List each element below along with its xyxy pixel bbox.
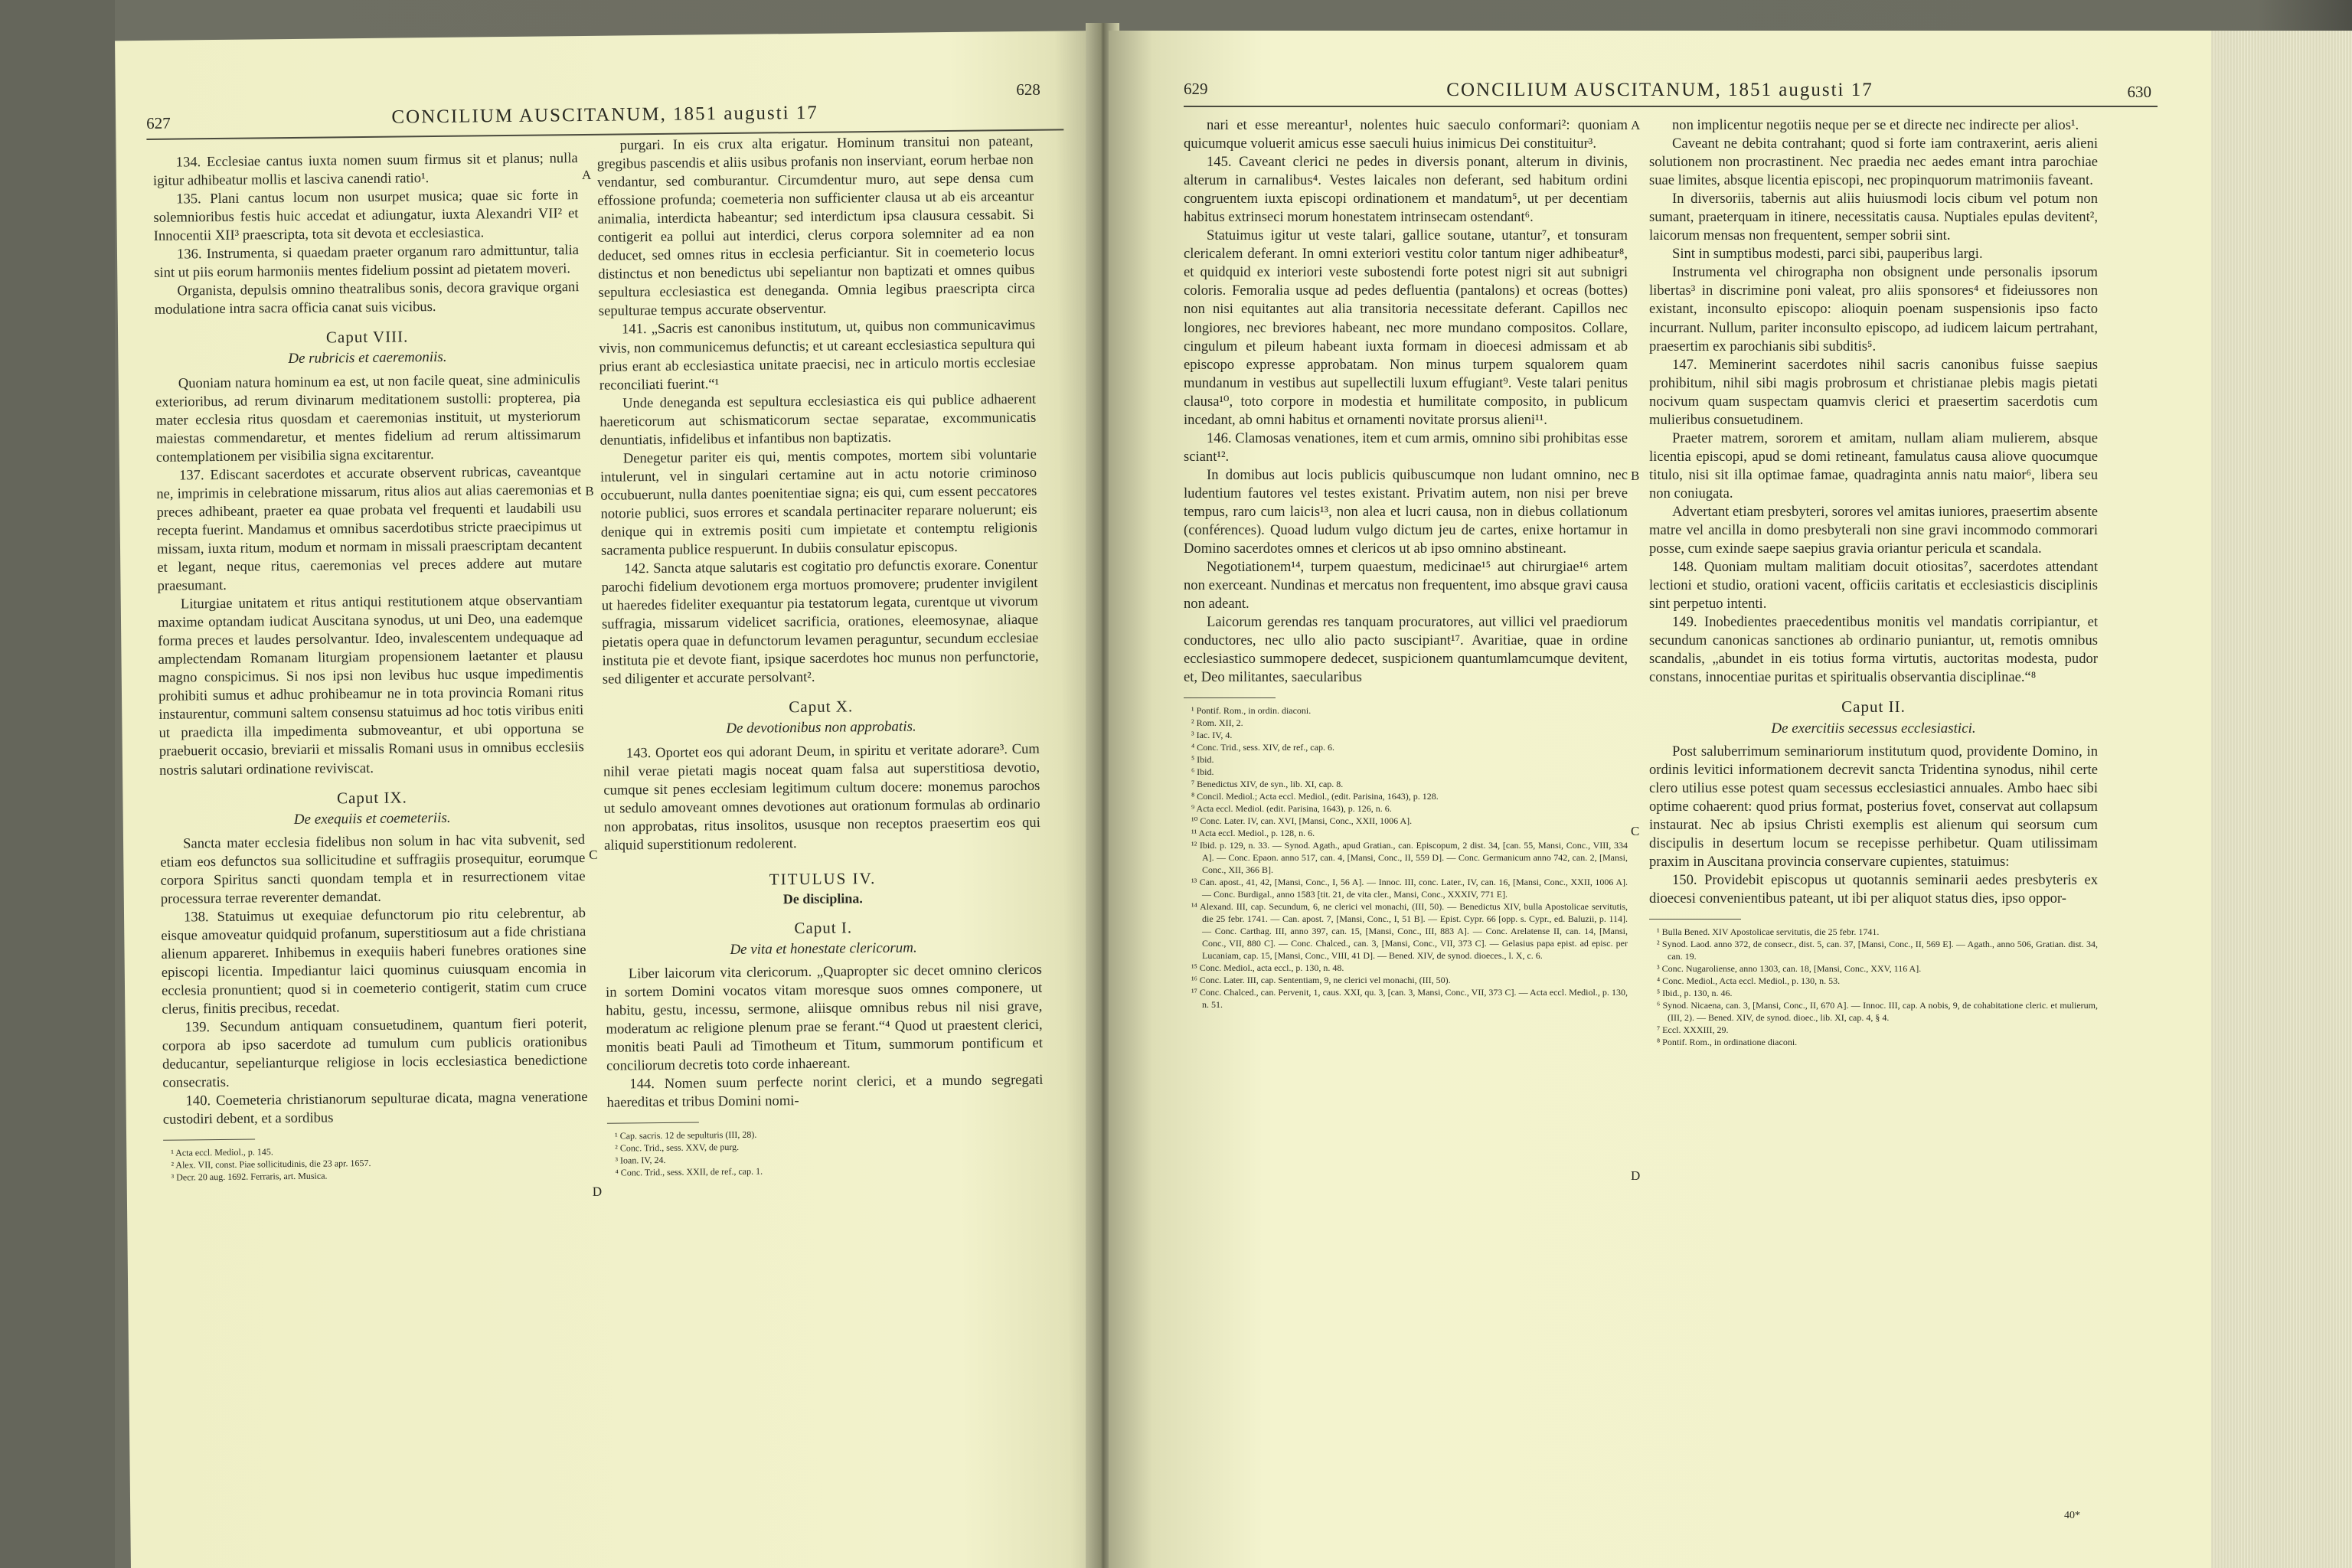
left-column-1 — [152, 149, 592, 1184]
footnote: ³ Ioan. IV, 24. — [615, 1155, 666, 1166]
footnote: ¹³ Can. apost., 41, 42, [Mansi, Conc., I, 56 A]. — Innoc. III, conc. Later., IV, can. 16, [Mansi, Conc., XXII, 1006 A]. — Conc. Burdigal., anno 1583 [tit. 21, de vita cler., Mansi, Conc., XXXIV, 771 E]. — [1191, 877, 1628, 900]
paragraph: Laicorum gerendas res tanquam procuratores, aut villici vel praediorum conductores, nec ullo alio pacto suscipiant¹⁷. Avaritiae, quae in ordine ecclesiastico summopere dedecet, suspicionem quantumlamcumque devitent, et, Deo militantes, saecularibus — [1184, 614, 1628, 686]
section-heading: Caput II. — [1841, 697, 1906, 717]
paragraph: 146. Clamosas venationes, item et cum armis, omnino sibi prohibitas esse sciant¹². — [1184, 430, 1628, 465]
paragraph: purgari. In eis crux alta erigatur. Hominum transitui non pateant, gregibus pascendis et aliis usibus profanis non inserviant, eorum herbae non vendantur, sed comburantur. Circumdentur muro, aut sepe densa cum effossione profunda; coemeteria non sufficienter clausa ut ab eis arceantur animalia, interdicta habeantur; sed interdictum ipsa clausura cessabit. Si contigerit ea pollui aut interdici, clerus corpora solemniter ad ea non deducet, sed omnes ritus in ecclesia perficiantur. Sit in coemeterio locus distinctus et non benedictus ubi sepeliantur non baptizati et omnes quibus sepultura ecclesiastica est deneganda. Omnia legibus praescripta circa sepulturae tempus accurate observentur. — [596, 132, 1035, 320]
margin-letter-c: C — [589, 847, 598, 862]
footnote: ² Synod. Laod. anno 372, de consecr., dist. 5, can. 37, [Mansi, Conc., II, 569 E]. — Agath., anno 506, Gratian. dist. 34, can. 19. — [1657, 938, 2098, 962]
paragraph: 147. Meminerint sacerdotes nihil sacris canonibus fuisse saepius prohibitum, nihil sibi magis probrosum et christianae plebis magis pietati nocivum quam suspectam quamvis clerici et praesertim sacerdotis cum mulieribus consuetudinem. — [1649, 356, 2098, 428]
section-heading: De devotionibus non approbatis. — [726, 718, 916, 737]
section-heading: Caput VIII. — [325, 327, 409, 347]
right-column-2 — [1649, 116, 2098, 1048]
footnote: ⁴ Conc. Trid., sess. XIV, de ref., cap. 6. — [1191, 742, 1334, 753]
footnote: ² Rom. XII, 2. — [1191, 717, 1243, 729]
paragraph: Liturgiae unitatem et ritus antiqui restitutionem atque observantiam maxime optandam iudicat Auscitana synodus, ut uni Deo, una eademque forma preces et laudes persolvantur. Ideo, invalescentem undequaque ad amplectendam Romanam liturgiam propensionem laetanter et plausu magno conspicimus. Si nos ipsi non levibus huc usque impedimentis prohibiti sumus et adhuc prohibeamur ne in tota provincia Romani ritus instaurentur, communi saltem consensu statuimus ad hoc totis viribus eniti ut praedicta illa impedimenta submoveantur, et ubi opportuna se praebuerit occasio, breviarii et missalis Romani usus in omnibus ecclesiis nostris salutari ordinatione reviviscat. — [157, 592, 584, 779]
left-page — [115, 31, 1109, 1568]
footnote: ⁷ Benedictus XIV, de syn., lib. XI, cap. 8. — [1191, 779, 1344, 790]
paragraph: 139. Secundum antiquam consuetudinem, quantum fieri poterit, corpora ab ipso sacerdote ad tumulum cum publicis orationibus deducantur, sepelianturque religiose in locis ecclesiastica benedictione consecratis. — [162, 1015, 588, 1092]
section-heading: De vita et honestate clericorum. — [730, 939, 917, 958]
paragraph: In diversoriis, tabernis aut aliis huiusmodi locis cibum vel potum non sumant, praeterquam in itinere, necessitatis causa. Nuptiales epulas devitent², laicorum mensas non frequentent, semper sobrii sint. — [1649, 191, 2098, 244]
running-title-right: CONCILIUM AUSCITANUM, 1851 augusti 17 — [1446, 80, 1873, 100]
page-number-630: 630 — [2127, 83, 2151, 101]
footnote: ¹⁰ Conc. Later. IV, can. XVI, [Mansi, Conc., XXII, 1006 A]. — [1191, 815, 1413, 827]
paragraph: In domibus aut locis publicis quibuscumque non ludant omnino, nec ludentium fautores vel testes existant. Privatim autem, non nisi per breve tempus, raro cum laicis¹³, non alea et lucri causa, non in diebus collationum (conférences). Quoad ludum vulgo dictum jeu de cartes, enixe hortamur in Domino sacerdotes omnes et clericos ut ab ipso omnino abstineant. — [1184, 466, 1628, 557]
paragraph: non implicentur negotiis neque per se et directe nec indirecte per alios¹. — [1672, 117, 2079, 133]
footnote: ² Conc. Trid., sess. XXV, de purg. — [615, 1142, 740, 1154]
margin-letter-b: B — [1631, 469, 1640, 483]
right-page — [1109, 31, 2211, 1568]
paragraph: 135. Plani cantus locum non usurpet musica; quae sic forte in solemnioribus festis huic accedat et adiungatur, iuxta Alexandri VII² et Innocentii XII³ praescripta, tota sit devota et ecclesiastica. — [153, 187, 579, 245]
section-heading: Caput IX. — [336, 787, 407, 807]
footnote: ⁸ Pontif. Rom., in ordinatione diaconi. — [1657, 1036, 1798, 1047]
paragraph: 150. Providebit episcopus ut quotannis seminarii aedes presbyteris ex dioecesi convenientibus pateant, ut ibi per aliquot status dies, ipso oppor- — [1649, 871, 2098, 906]
paragraph: Denegetur pariter eis qui, mentis compotes, mortem sibi voluntarie intulerunt, vel in singulari certamine aut in actu notorie criminoso occubuerunt, nulla dantes poenitentiae signa; eis qui, cum essent peccatores notorie publici, suos errores et scandala pertinaciter reparare noluerunt; eis denique qui in extremis positi cum impietate et contemptu religionis sacramenta publice respuerunt. In dubiis consulatur episcopus. — [599, 446, 1037, 559]
footnote: ² Alex. VII, const. Piae sollicitudinis, die 23 apr. 1657. — [171, 1158, 371, 1171]
section-heading: De exercitiis secessus ecclesiastici. — [1771, 720, 1976, 737]
footnote-rule — [1184, 697, 1276, 698]
footnote: ¹⁷ Conc. Chalced., can. Pervenit, 1, caus. XXI, qu. 3, [can. 3, Mansi, Conc., VII, 373 C]. — Acta eccl. Mediol., p. 130, n. 51. — [1191, 987, 1628, 1011]
paragraph: 142. Sancta atque salutaris est cogitatio pro defunctis exorare. Conentur parochi fidelium devotionem erga mortuos promovere; prudenter invigilent ut haeredes fideliter exequantur pia testatorum legata, curentque ut vivorum suffragia, missarum videlicet sacrificia, orationes, eleemosynae, aliaque pietatis opera quae in defunctorum levamen peraguntur, secundum ecclesiae instituta pie et devote fiant, ipsique sacerdotes hoc munus non perfunctorie, sed diligenter et accurate persolvant². — [601, 556, 1039, 688]
paragraph: 148. Quoniam multam malitiam docuit otiositas⁷, sacerdotes attendant lectioni et studio, orationi vacent, officiis caritatis et ecclesiasticis disciplinis sint perpetuo intenti. — [1649, 559, 2098, 612]
paragraph: Sint in sumptibus modesti, parci sibi, pauperibus largi. — [1672, 246, 1983, 263]
footnote: ¹¹ Acta eccl. Mediol., p. 128, n. 6. — [1191, 828, 1315, 839]
footnote-rule — [1649, 919, 1741, 920]
page-number-627: 627 — [146, 113, 171, 132]
footnote: ⁶ Synod. Nicaena, can. 3, [Mansi, Conc., II, 670 A]. — Innoc. III, cap. A nobis, 9, de cohabitatione cleric. et mulierum, (III, 2). — Bened. XIV, de synod. dioec., lib. XI, cap. 4, § 4. — [1657, 999, 2098, 1023]
footnote: ⁵ Ibid., p. 130, n. 46. — [1657, 987, 1733, 998]
paragraph: Sancta mater ecclesia fidelibus non solum in hac vita subvenit, sed etiam eos defunctos sua sollicitudine et suffragiis prosequitur, eorumque corpora Spiritus sancti quondam templa et in resurrectionem vitae processura terrae reverenter demandat. — [160, 831, 586, 907]
footnote: ¹ Cap. sacris. 12 de sepulturis (III, 28). — [615, 1129, 757, 1142]
footnote: ⁴ Conc. Trid., sess. XXII, de ref., cap. 1. — [615, 1165, 763, 1178]
paragraph: Caveant ne debita contrahant; quod si forte iam contraxerint, aeris alieni solutionem non procrastinent. Nec praedia nec aedes emant intra parochiae suae limites, absque licentia episcopi, nec propinquorum matrimoniis faveant. — [1649, 136, 2098, 189]
paragraph: Organista, depulsis omnino theatralibus sonis, decora gravique organi modulatione intra sacra officia canat suis vicibus. — [154, 279, 580, 318]
section-heading: Caput X. — [789, 697, 854, 717]
paragraph: 137. Ediscant sacerdotes et accurate observent rubricas, caveantque ne, imprimis in celebratione missarum, ritus alios aut alias caeremonias et preces adhibeant, praeter ea quae probata vel frequenti et laudabili usu recepta fuerint. Mandamus et omnibus sacerdotibus stricte praecipimus ut missam, iuxta ritum, modum et normam in missali praescriptam decantent et legant, neque ritus, caeremonias vel preces addere aut mutare praesumant. — [156, 462, 583, 594]
margin-letter-d: D — [592, 1184, 603, 1199]
footnote: ⁷ Eccl. XXXIII, 29. — [1657, 1024, 1729, 1035]
paragraph: Instrumenta vel chirographa non obsignent unde personalis ipsorum libertas³ in discrimine poni valeat, pro aliis sponsores⁴ et fideiussores non existant, inconsulto episcopo: alioquin poenam suspensionis ipso facto incurrant. Nullum, pariter inconsulto episcopo, ad iudicem laicum pertrahant, praesertim ex parochianis sibi subditis⁵. — [1649, 264, 2098, 354]
footnotes — [607, 1119, 1044, 1179]
paragraph: nari et esse mereantur¹, nolentes huic saeculo conformari²: quoniam quicumque voluerit amicus esse saeculi huius inimicus Dei constituitur³. — [1184, 117, 1628, 152]
paragraph: Praeter matrem, sororem et amitam, nullam aliam mulierem, absque licentia episcopi, apud se domi retineant, famulatus causa aliove quocumque titulo, nisi sit illa optimae famae, quadraginta annis natu maior⁶, libera seu non coniugata. — [1649, 430, 2098, 501]
running-title-left: CONCILIUM AUSCITANUM, 1851 augusti 17 — [391, 102, 818, 128]
left-column-2 — [596, 132, 1044, 1179]
paragraph: 143. Oportet eos qui adorant Deum, in spiritu et veritate adorare³. Cum nihil verae pietati magis noceat quam falsa aut superstitiosa devotio, cumque sit penes ecclesiam legitimum cultum docere: monemus parochos ut sedulo amoveant omnes devotiones aut orationum formulas ab ordinario non approbatas, ritus insolitos, ususque non receptos praesertim eos qui aliquid superstitionum redolerent. — [603, 740, 1040, 854]
footnote: ⁴ Conc. Mediol., Acta eccl. Mediol., p. 130, n. 53. — [1657, 975, 1841, 986]
margin-letter-c: C — [1631, 824, 1640, 838]
footnote: ¹⁵ Conc. Mediol., acta eccl., p. 130, n. 48. — [1191, 962, 1344, 974]
paragraph: 134. Ecclesiae cantus iuxta nomen suum firmus sit et planus; nulla igitur adhibeatur mollis et lasciva canendi ratio¹. — [152, 150, 578, 189]
footnote: ¹ Acta eccl. Mediol., p. 145. — [171, 1146, 273, 1159]
paragraph: 144. Nomen suum perfecte norint clerici, et a mundo segregati haereditas et tribus Domini nomi- — [606, 1072, 1044, 1112]
footnote: ¹ Bulla Bened. XIV Apostolicae servitutis, die 25 febr. 1741. — [1657, 926, 1880, 937]
paragraph: 138. Statuimus ut exequiae defunctorum pio ritu celebrentur, ab eisque amoveatur quidquid profanum, superstitiosum aut a fide christiana alienum appareret. Inhibemus in exequiis haberi funebres orationes sine episcopi licentia. Impediantur laici quominus cuiusquam encomia in ecclesia pronuntient; quod si in coemeterio contigerit, statim cum cruce clerus, finitis precibus, recedat. — [161, 904, 587, 1018]
header-rule — [1184, 106, 2158, 107]
footnote: ¹² Ibid. p. 129, n. 33. — Synod. Agath., apud Gratian., can. Episcopum, 2 dist. 34, [can. 55, Mansi, Conc., VIII, 334 A]. — Conc. Epaon. anno 517, can. 4, [Mansi, Conc., II, 559 D]. — Conc. Germanicum anno 742, can. 2, [Mansi, Conc., XII, 366 B]. — [1191, 840, 1628, 876]
signature-mark: 40* — [2064, 1510, 2080, 1521]
paragraph: 141. „Sacris est canonibus institutum, ut, quibus non communicavimus vivis, non communicemus defunctis; et ut careant ecclesiastica sepultura qui prius erant ab ecclesiastica unitate praecisi, nec in articulo mortis ecclesiae reconciliati fuerint.“¹ — [599, 317, 1036, 394]
footnote: ¹⁶ Conc. Later. III, cap. Sententiam, 9, ne clerici vel monachi, (III, 50). — [1191, 975, 1451, 986]
footnotes — [1649, 919, 2098, 1048]
footnote-rule — [607, 1122, 699, 1124]
section-heading: De exequiis et coemeteriis. — [293, 809, 451, 828]
paragraph: 140. Coemeteria christianorum sepulturae dicata, magna veneratione custodiri debent, et a sordibus — [162, 1089, 588, 1129]
section-heading: De rubricis et caeremoniis. — [288, 349, 447, 368]
footnote: ⁵ Ibid. — [1191, 754, 1214, 766]
left-running-head — [116, 78, 1095, 137]
page-number-629: 629 — [1184, 80, 1208, 98]
footnote: ⁶ Ibid. — [1191, 766, 1214, 778]
footnote: ¹⁴ Alexand. III, cap. Secundum, 6, ne clerici vel monachi, (III, 50). — Benedictus XIV, bulla Apostolicae servitutis, die 25 febr. 1741. — Can. apost. 7, [Mansi, Conc., I, 51 B]. — Epist. Cypr. 66 [opp. s. Cypr., ed. Baluzii, p. 114]. — Conc. Carthag. III, anno 397, can. 15, [Mansi, Conc., III, 883 A]. — Conc. Arelatense II, can. 14, [Mansi, Conc., VII, 880 C]. — Conc. Chalced., can. 3, [Mansi, Conc., VII, 373 C]. — Gelasius papa epist. ad episc. per Lucaniam, cap. 15, [Mansi, Conc., VIII, 41 D]. — Bened. XIV, de synod. dioeces., l. X, c. 6. — [1191, 901, 1628, 962]
footnote: ³ Conc. Nugaroliense, anno 1303, can. 18, [Mansi, Conc., XXV, 116 A]. — [1657, 962, 1922, 974]
paragraph: Quoniam natura hominum ea est, ut non facile queat, sine adminiculis exterioribus, ad rerum divinarum meditationem sustolli: propterea, pia mater ecclesia ritus quosdam et caeremonias instituit, ut mysteriorum maiestas commendaretur, et mentes fidelium ad rerum altissimarum contemplationem per visibilia signa excitarentur. — [155, 371, 581, 466]
paragraph: Statuimus igitur ut veste talari, gallice soutane, utantur⁷, et tonsuram clericalem deferant. In omni exteriori vestitu color tantum niger adhibeatur⁸, et quidquid ex interiori veste subostendi forte potest nigri sit aut subnigri coloris. Femoralia usque ad pedes defluentia (pantalons) et ocreas (bottes) non nisi equitantes aut alia transitoria necessitate deferant. Capillos nec longiores, nec breviores habeant, nec more mundano compositos. Collare, cingulum et pileum habeant iuxta formam in dioecesi admissam et ab episcopo expresse approbatam. Non minus turpem squalorem quam mundanum in vestibus aut supellectili luxum effugiant⁹. Veste talari penitus clausa¹⁰, toto corpore in modestia et humilitate composito, in publicum incedant, ab omni habitus et ornamenti novitate prorsus alieni¹¹. — [1184, 227, 1628, 428]
margin-letter-d: D — [1631, 1168, 1641, 1183]
footnote: ⁸ Concil. Mediol.; Acta eccl. Mediol., (edit. Parisina, 1643), p. 128. — [1191, 791, 1439, 802]
page-edges — [2211, 31, 2352, 1568]
paragraph: Advertant etiam presbyteri, sorores vel amitas iuniores, praesertim absente matre vel ancilla in domo presbyterali non sine gravi incommodo commorari posse, cum exinde saepe saepius gravia oriantur pericula et scandala. — [1649, 503, 2098, 557]
footnote: ³ Iac. IV, 4. — [1191, 730, 1233, 741]
section-heading: TITULUS IV. — [769, 868, 877, 889]
paragraph: Unde deneganda est sepultura ecclesiastica eis qui publice adhaerent haereticorum aut schismaticorum sectae separatae, excommunicatis denuntiatis, infidelibus et infantibus non baptizatis. — [599, 390, 1037, 449]
margin-letter-b: B — [585, 483, 594, 498]
paragraph: 145. Caveant clerici ne pedes in diversis ponant, alterum in divinis, alterum in carnalibus⁴. Vestes laicales non deferant, sed habitum ordini congruentem iuxta episcopi ordinationem et mandatum⁵, ut per decentiam habitus extrinseci morum honestatem intrinsecam ostendant⁶. — [1184, 154, 1628, 226]
footnote: ⁹ Acta eccl. Mediol. (edit. Parisina, 1643), p. 126, n. 6. — [1191, 803, 1392, 815]
paragraph: 136. Instrumenta, si quaedam praeter organum raro admittuntur, talia sint ut piis eorum harmoniis mentes fidelium possint ad pietatem moveri. — [154, 242, 580, 282]
page-number-628: 628 — [1016, 80, 1040, 100]
footnote: ³ Decr. 20 aug. 1692. Ferraris, art. Musica. — [171, 1170, 328, 1184]
footnote: ¹ Pontif. Rom., in ordin. diaconi. — [1191, 705, 1312, 717]
margin-letter-a: A — [581, 167, 592, 183]
background-surface — [0, 0, 115, 1568]
paragraph: 149. Inobedientes praecedentibus monitis vel mandatis corripiantur, et secundum canonicas sanctiones ab ordinario puniantur, ut, remotis omnibus scandalis, „abundet in eis totius forma virtutis, auctoritas modesta, pudor constans, innocentiae puritas et spiritualis observantia disciplinae.“⁸ — [1649, 614, 2098, 686]
paragraph: Negotiationem¹⁴, turpem quaestum, medicinae¹⁵ aut chirurgiae¹⁶ artem non exerceant. Nundinas et mercatus non frequentent, imo absque gravi causa non adeant. — [1184, 559, 1628, 612]
footnotes — [163, 1135, 589, 1184]
footnote-rule — [163, 1139, 255, 1141]
section-heading: De disciplina. — [782, 890, 863, 907]
paragraph: Liber laicorum vita clericorum. „Quapropter sic decet omnino clericos in sortem Domini vocatos vitam moresque suos omnes componere, ut habitu, gestu, incessu, sermone, aliisque omnibus rebus nil nisi grave, moderatum ac religione plenum prae se ferant.“⁴ Quod ut praestent clerici, monitis beati Pauli ad Timotheum et Titum, summorum pontificum et conciliorum decretis toto corde inhaereant. — [606, 961, 1043, 1074]
right-column-1 — [1184, 116, 1628, 1011]
section-heading: Caput I. — [794, 918, 853, 938]
footnotes — [1184, 697, 1628, 1011]
paragraph: Post saluberrimum seminariorum institutum quod, providente Domino, in ordinis levitici informationem decrevit sancta Tridentina synodus, nihil certe clero utilius esse potest quam secessus ecclesiastici annuales. Ambo haec sibi optime cohaerent: quod prius format, posterius fovet, conservat aut collapsum instaurat. Nec ab ipsius Christi exemplis est alienum qui seorsum cum discipulis in desertum locum se recepisse perhibetur. Quam utilissimam praxim in Auscitana provincia conservare cupientes, statuimus: — [1649, 743, 2098, 870]
margin-letter-a: A — [1631, 118, 1641, 132]
